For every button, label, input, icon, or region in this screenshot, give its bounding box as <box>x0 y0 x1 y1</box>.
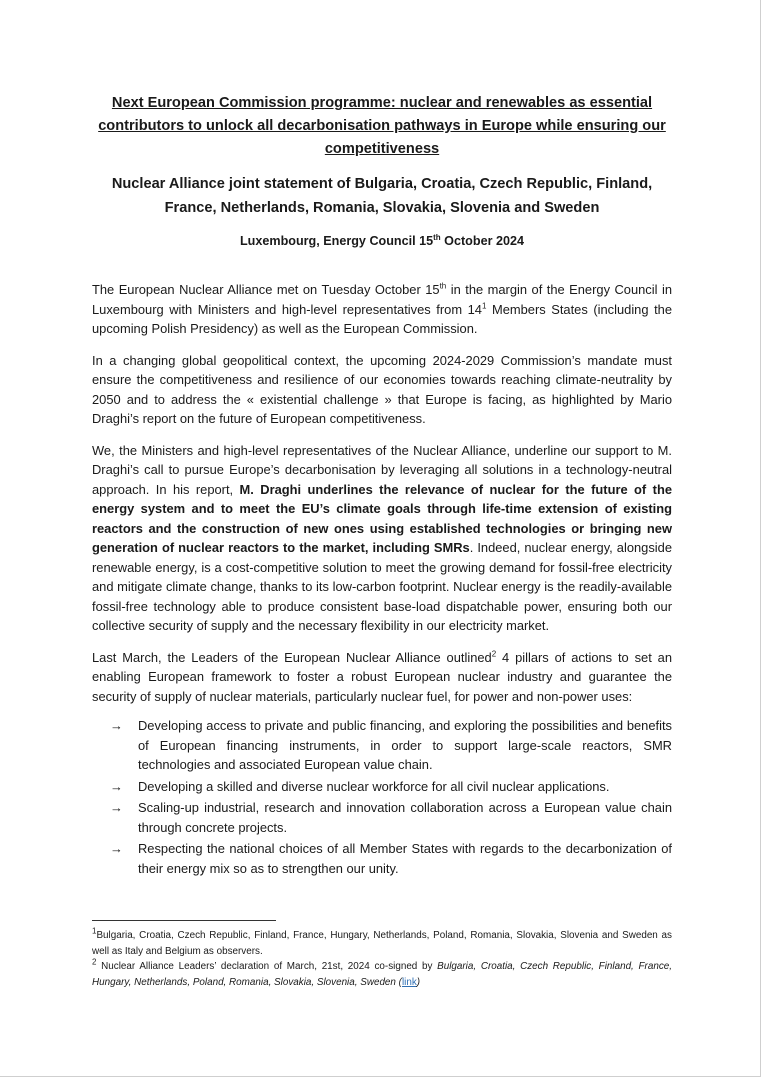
footnote-1-text: Bulgaria, Croatia, Czech Republic, Finland, France, Hungary, Netherlands, Poland, Romania, Slovakia, Slovenia and Sweden as well as Italy and Belgium as observers. <box>92 930 672 957</box>
list-item-text: Developing a skilled and diverse nuclear workforce for all civil nuclear applications. <box>138 778 610 794</box>
footnote-2-number: 2 <box>92 957 97 967</box>
p3-text-end: . Indeed, nuclear energy, alongside renewable energy, is a cost-competitive solution to meet the growing demand for fossil-free electricity and mitigate climate change, thanks to its low-carbon footprint. Nuclear energy is the readily-available fossil-free technology able to produce consistent base-load dispatchable power, ensuring both our collective security of supply and the necessary flexibility in our electricity market. <box>92 540 672 633</box>
date-ordinal: th <box>433 232 441 242</box>
pillars-list <box>92 716 672 878</box>
footnote-2 <box>92 959 672 990</box>
footnote-2-paren: ( <box>395 976 402 988</box>
footnote-2-signatories: Bulgaria, Croatia, Czech Republic, Finland, France, Hungary, Netherlands, Poland, Romania, Slovakia, Slovenia, Sweden <box>92 961 672 988</box>
footnote-ref-1[interactable]: 1 <box>481 301 487 311</box>
list-item <box>92 777 672 797</box>
document-date <box>92 232 672 250</box>
list-item <box>92 716 672 775</box>
paragraph-1 <box>92 280 672 339</box>
paragraph-3 <box>92 441 672 636</box>
paragraph-4 <box>92 648 672 707</box>
arrow-icon: → <box>110 841 123 856</box>
list-item <box>92 839 672 878</box>
p1-text: The European Nuclear Alliance met on Tuesday October 15 <box>92 282 440 297</box>
arrow-icon: → <box>110 778 123 794</box>
list-item-text: Scaling-up industrial, research and innovation collaboration across a European value chain through concrete projects. <box>138 800 672 835</box>
list-item-text: Developing access to private and public financing, and exploring the possibilities and benefits of European financing instruments, in order to support large-scale reactors, SMR technologies and associated European value chain. <box>138 718 672 772</box>
date-text-end: October 2024 <box>440 234 524 248</box>
document-body <box>92 92 672 880</box>
document-subtitle: Nuclear Alliance joint statement of Bulgaria, Croatia, Czech Republic, Finland, France, Netherlands, Romania, Slovakia, Slovenia and Sweden <box>111 176 653 216</box>
date-text: Luxembourg, Energy Council 15 <box>239 234 434 248</box>
arrow-icon: → <box>110 718 123 733</box>
list-item-text: Respecting the national choices of all Member States with regards to the decarbonization of their energy mix so as to strengthen our unity. <box>138 841 672 876</box>
p3-bold-text: M. Draghi underlines the relevance of nuclear for the future of the energy system and to meet the EU’s climate goals through life-time extension of existing reactors and the construction of new ones using established technologies or bringing new generation of nuclear reactors to the market, including SMRs <box>92 481 672 555</box>
footnotes <box>92 928 672 990</box>
paragraph-2: In a changing global geopolitical context, the upcoming 2024-2029 Commission’s mandate must ensure the competitiveness and resilience of our economies towards reaching climate-neutrality by 2050 and to address the « existential challenge » that Europe is facing, as highlighted by Mario Draghi’s report on the future of European competitiveness. <box>92 352 672 426</box>
p1-text-mid: in the margin of the Energy Council in Luxembourg with Ministers and high-level representatives from 14 <box>92 282 672 317</box>
p4-text-end: 4 pillars of actions to set an enabling European framework to foster a robust European nuclear industry and guarantee the security of supply of nuclear materials, particularly nuclear fuel, for power and non-power uses: <box>92 649 673 704</box>
footnote-1 <box>92 928 672 959</box>
list-item <box>92 798 672 837</box>
arrow-icon: → <box>110 800 123 815</box>
p4-text: Last March, the Leaders of the European Nuclear Alliance outlined <box>92 649 492 665</box>
document-title: Next European Commission programme: nuclear and renewables as essential contributors to unlock all decarbonisation pathways in Europe while ensuring our competitiveness <box>98 95 666 157</box>
footnote-1-number: 1 <box>92 926 97 936</box>
p1-text-end: Members States (including the upcoming Polish Presidency) as well as the European Commission. <box>92 301 672 336</box>
declaration-link[interactable]: link <box>401 976 417 988</box>
footnote-ref-2[interactable]: 2 <box>491 649 497 659</box>
footnote-divider <box>92 920 276 921</box>
p3-text: We, the Ministers and high-level representatives of the Nuclear Alliance, underline our support to M. Draghi’s call to pursue Europe’s decarbonisation by leveraging all solutions in a technology-neutral approach. In his report, <box>92 442 672 497</box>
footnote-2-paren-close: ) <box>416 976 421 988</box>
p1-ordinal: th <box>439 281 447 291</box>
footnote-2-text: Nuclear Alliance Leaders’ declaration of March, 21st, 2024 co-signed by <box>96 961 438 972</box>
